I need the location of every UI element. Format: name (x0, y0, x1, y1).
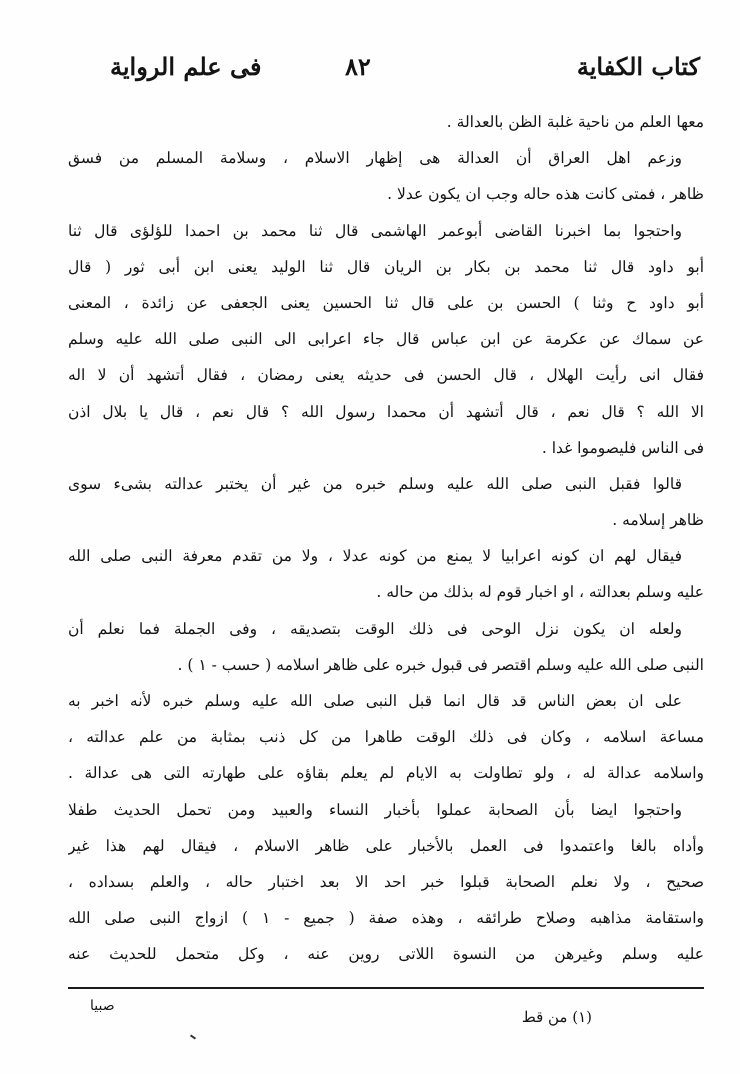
text-line: على ان بعض الناس قد قال انما قبل النبى صلى الله عليه وسلم خبره لأنه اخبر به (68, 692, 682, 710)
text-line: عليه وسلم بعدالته ، او اخبار قوم له بذلك من حاله . (376, 583, 704, 602)
text-line: معها العلم من ناحية غلبة الظن بالعدالة . (446, 113, 704, 131)
footnote-divider (68, 987, 704, 989)
text-line: واحتجوا بما اخبرنا القاضى أبوعمر الهاشمى قال ثنا محمد بن احمدا للؤلؤى قال ثنا (68, 221, 682, 240)
text-line: عن سماك عن عكرمة عن ابن عباس قال جاء اعرابى الى النبى صلى الله عليه وسلم (68, 330, 704, 349)
text-line: الا الله ؟ قال نعم ، قال أتشهد أن محمدا رسول الله ؟ قال نعم ، قال يا بلال اذن (68, 402, 704, 421)
stray-mark (190, 1034, 196, 1039)
text-line: واستقامة مذاهبه وصلاح طرائقه ، وهذه صفة ( جميع - ١ ) ازواج النبى صلى الله (68, 909, 704, 928)
text-line: وزعم اهل العراق أن العدالة هى إظهار الاسلام ، وسلامة المسلم من فسق (68, 149, 682, 168)
body-text (68, 104, 704, 973)
book-title: كتاب الكفاية (576, 52, 700, 81)
text-line: أبو داود ح وثنا ) الحسن بن على قال ثنا الحسين يعنى الجعفى عن زائدة ، المعنى (68, 293, 704, 312)
text-line: مساعة اسلامه ، وكان فى ذلك الوقت طاهرا من كل ذنب بمثابة من علم عدالته ، (68, 728, 704, 747)
text-line: ظاهر ، فمتى كانت هذه حاله وجب ان يكون عدلا . (387, 185, 704, 204)
text-line: واحتجوا ايضا بأن الصحابة عملوا بأخبار النساء والعبيد ومن تحمل الحديث طفلا (68, 800, 682, 819)
text-line: النبى صلى الله عليه وسلم اقتصر فى قبول خبره على ظاهر اسلامه ( حسب - ١ ) . (177, 655, 704, 674)
text-line: واسلامه عدالة له ، ولو تطاولت به الايام لم يعلم بقاؤه على طهارته التى هى عدالة . (68, 764, 704, 783)
footnote: (١) من قط (521, 1008, 592, 1026)
text-line: فيقال لهم ان كونه اعرابيا لا يمنع من كونه عدلا ، ولا من تقدم معرفة النبى صلى الله (68, 547, 682, 566)
section-title: فى علم الرواية (110, 52, 262, 81)
text-line: عليه وسلم وغيرهن من النسوة اللاتى روين عنه ، وكل متحمل للحديث عنه (68, 945, 704, 964)
text-line: صحيح ، ولا نعلم الصحابة قبلوا خبر احد الا بعد اختبار حاله ، والعلم بسداده ، (68, 872, 704, 891)
page-header (110, 52, 700, 92)
text-line: ظاهر إسلامه . (612, 511, 704, 530)
page-number: ٨٢ (345, 52, 371, 81)
signature-mark: صبيا (90, 998, 115, 1014)
text-line: ولعله ان يكون نزل الوحى فى ذلك الوقت بتصديقه ، وفى الجملة فما نعلم أن (68, 619, 682, 638)
text-line: فقال انى رأيت الهلال ، قال الحسن فى حديثه يعنى رمضان ، فقال أتشهد أن لا اله (68, 366, 704, 385)
text-line: فى الناس فليصوموا غدا . (541, 438, 704, 457)
text-line: وأداه بالغا واعتمدوا فى العمل بالأخبار على ظاهر الاسلام ، فيقال لهم هذا غير (68, 836, 704, 855)
text-line: قالوا فقبل النبى صلى الله عليه وسلم خبره من غير أن يختبر عدالته بشىء سوى (68, 474, 682, 493)
text-line: أبو داود قال ثنا محمد بن بكار بن الريان قال ثنا الوليد يعنى ابن أبى ثور ( قال (68, 257, 704, 276)
